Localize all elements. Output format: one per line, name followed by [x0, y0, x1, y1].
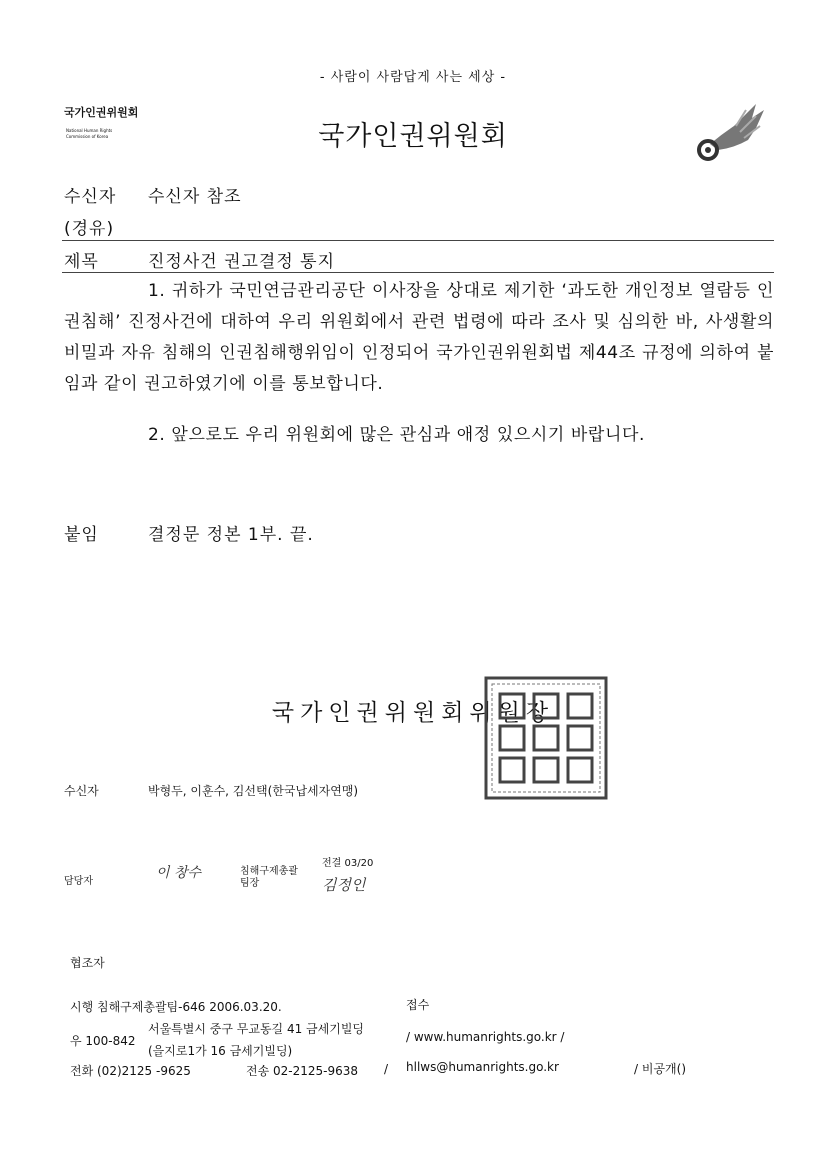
body-paragraph-1: 1. 귀하가 국민연금관리공단 이사장을 상대로 제기한 ‘과도한 개인정보 열람등 인권침해’ 진정사건에 대하여 우리 위원회에서 관련 법령에 따라 조사 및 심의한 바, 사생활의 비밀과 자유 침해의 인권침해행위임이 인정되어 국가인권위원회법 제44조 규정에 의하여 붙임과 같이 권고하였기에 이를 통보합니다.: [64, 281, 774, 394]
email-address: hllws@humanrights.go.kr: [406, 1060, 559, 1074]
subject-value: 진정사건 권고결정 통지: [148, 252, 336, 272]
recipients-ref-label: 수신자: [64, 784, 99, 798]
final-approval-signature: 김정인: [322, 876, 366, 894]
recipient-value: 수신자 참조: [148, 187, 242, 207]
via-label: (경유): [64, 219, 115, 239]
official-seal-icon: [484, 676, 608, 800]
slogan: - 사람이 사람답게 사는 세상 -: [319, 70, 507, 85]
attachment-value: 결정문 정본 1부. 끝.: [148, 525, 314, 545]
team-title-line1: 침해구제총괄: [240, 866, 298, 877]
enforcement-line: 시행 침해구제총괄팀-646 2006.03.20.: [70, 1000, 282, 1014]
postal-code: 우 100-842: [70, 1034, 136, 1048]
website-link: / www.humanrights.go.kr /: [406, 1030, 565, 1044]
divider-rule: [62, 272, 774, 273]
recipient-label: 수신자: [64, 187, 117, 207]
disclosure-status: / 비공개(): [634, 1062, 686, 1076]
subject-label: 제목: [64, 252, 99, 272]
address-line-2: (을지로1가 16 금세기빌딩): [148, 1044, 293, 1058]
attachment-label: 붙임: [64, 525, 99, 545]
team-title-line2: 팀장: [240, 878, 260, 889]
body-paragraph-2: 2. 앞으로도 우리 위원회에 많은 관심과 애정 있으시기 바랍니다.: [148, 425, 646, 445]
cooperator-label: 협조자: [70, 956, 105, 970]
logo-english-text: National Human Rights Commission of Korea: [66, 128, 113, 139]
drafter-label: 담당자: [64, 876, 93, 887]
fax-number: 전송 02-2125-9638: [246, 1064, 359, 1078]
phone-number: 전화 (02)2125 -9625: [70, 1064, 191, 1078]
divider-rule: [62, 240, 774, 241]
recipients-ref-value: 박형두, 이훈수, 김선택(한국납세자연맹): [148, 784, 359, 798]
drafter-signature: 이 창수: [156, 865, 202, 881]
organization-title: 국가인권위원회: [318, 121, 508, 152]
final-approval-label: 전결 03/20: [322, 858, 374, 869]
logo-korean-text: 국가인권위원회: [64, 106, 139, 119]
sender-title: 국가인권위원회위원장: [271, 700, 555, 726]
footer-separator: /: [384, 1062, 389, 1076]
receipt-label: 접수: [406, 998, 430, 1012]
address-line-1: 서울특별시 중구 무교동길 41 금세기빌딩: [148, 1022, 365, 1036]
hand-logo-icon: [690, 96, 770, 166]
